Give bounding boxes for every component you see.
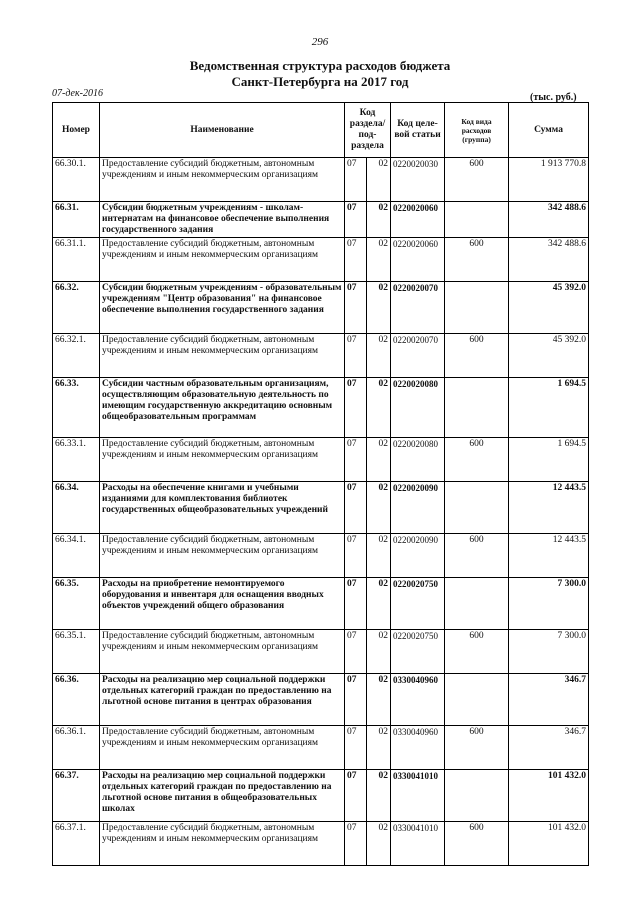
cell-subsection: 02 xyxy=(367,822,391,866)
title-line-1: Ведомственная структура расходов бюджета xyxy=(189,58,451,73)
cell-name: Расходы на приобретение немонтируемого оборудования и инвентаря для оснащения вводных объектов учреждений общего образования xyxy=(100,578,345,630)
cell-article: 0220020090 xyxy=(391,482,445,534)
cell-name: Предоставление субсидий бюджетным, автономным учреждениям и иным некоммерческим организациям xyxy=(100,534,345,578)
cell-subsection: 02 xyxy=(367,238,391,282)
cell-group: 600 xyxy=(445,438,509,482)
cell-article: 0330041010 xyxy=(391,822,445,866)
header-name: Наименование xyxy=(100,103,345,158)
cell-number: 66.31.1. xyxy=(53,238,100,282)
cell-number: 66.36.1. xyxy=(53,726,100,770)
table-row xyxy=(53,534,589,578)
table-row xyxy=(53,482,589,534)
cell-sum: 12 443.5 xyxy=(509,534,589,578)
table-row xyxy=(53,202,589,238)
cell-article: 0220020750 xyxy=(391,630,445,674)
table-row xyxy=(53,158,589,202)
cell-subsection: 02 xyxy=(367,158,391,202)
cell-number: 66.33. xyxy=(53,378,100,438)
cell-subsection: 02 xyxy=(367,334,391,378)
cell-name: Предоставление субсидий бюджетным, автономным учреждениям и иным некоммерческим организациям xyxy=(100,438,345,482)
cell-article: 0330040960 xyxy=(391,726,445,770)
cell-article: 0220020080 xyxy=(391,438,445,482)
cell-sum: 346.7 xyxy=(509,674,589,726)
cell-group: 600 xyxy=(445,158,509,202)
cell-number: 66.37.1. xyxy=(53,822,100,866)
cell-sum: 7 300.0 xyxy=(509,578,589,630)
header-article: Код целе- вой статьи xyxy=(391,103,445,158)
cell-section: 07 xyxy=(345,238,367,282)
cell-name: Субсидии бюджетным учреждениям - школам-интернатам на финансовое обеспечение выполнения государственного задания xyxy=(100,202,345,238)
title-line-2: Санкт-Петербурга на 2017 год xyxy=(231,74,409,89)
table-row xyxy=(53,674,589,726)
cell-number: 66.30.1. xyxy=(53,158,100,202)
table-row xyxy=(53,334,589,378)
cell-number: 66.33.1. xyxy=(53,438,100,482)
cell-name: Субсидии бюджетным учреждениям - образовательным учреждениям "Центр образования" на финансовое обеспечение выполнения государственного задания xyxy=(100,282,345,334)
cell-group xyxy=(445,378,509,438)
cell-group: 600 xyxy=(445,238,509,282)
cell-sum: 1 694.5 xyxy=(509,378,589,438)
cell-subsection: 02 xyxy=(367,438,391,482)
cell-group xyxy=(445,282,509,334)
cell-section: 07 xyxy=(345,378,367,438)
cell-group xyxy=(445,770,509,822)
cell-number: 66.36. xyxy=(53,674,100,726)
cell-section: 07 xyxy=(345,578,367,630)
table-row xyxy=(53,726,589,770)
cell-article: 0220020060 xyxy=(391,202,445,238)
cell-section: 07 xyxy=(345,202,367,238)
cell-sum: 1 913 770.8 xyxy=(509,158,589,202)
cell-number: 66.31. xyxy=(53,202,100,238)
cell-section: 07 xyxy=(345,822,367,866)
cell-number: 66.32.1. xyxy=(53,334,100,378)
cell-group xyxy=(445,674,509,726)
cell-sum: 45 392.0 xyxy=(509,282,589,334)
cell-subsection: 02 xyxy=(367,674,391,726)
cell-name: Расходы на обеспечение книгами и учебными изданиями для комплектования библиотек государственных общеобразовательных учреждений xyxy=(100,482,345,534)
cell-group: 600 xyxy=(445,334,509,378)
cell-section: 07 xyxy=(345,770,367,822)
cell-name: Субсидии частным образовательным организациям, осуществляющим образовательную деятельность по имеющим государственную аккредитацию основным общеобразовательным программам xyxy=(100,378,345,438)
cell-name: Расходы на реализацию мер социальной поддержки отдельных категорий граждан по предоставлению на льготной основе питания в центрах образования xyxy=(100,674,345,726)
cell-subsection: 02 xyxy=(367,726,391,770)
table-body xyxy=(53,158,589,866)
header-section: Код раздела/ под- раздела xyxy=(345,103,391,158)
table-row xyxy=(53,378,589,438)
cell-article: 0220020060 xyxy=(391,238,445,282)
cell-sum: 45 392.0 xyxy=(509,334,589,378)
cell-group xyxy=(445,578,509,630)
cell-subsection: 02 xyxy=(367,378,391,438)
cell-subsection: 02 xyxy=(367,482,391,534)
document-date: 07-дек-2016 xyxy=(52,88,103,99)
cell-article: 0220020070 xyxy=(391,334,445,378)
table-row xyxy=(53,630,589,674)
cell-sum: 342 488.6 xyxy=(509,202,589,238)
cell-article: 0220020090 xyxy=(391,534,445,578)
cell-number: 66.37. xyxy=(53,770,100,822)
table-row xyxy=(53,282,589,334)
cell-name: Предоставление субсидий бюджетным, автономным учреждениям и иным некоммерческим организациям xyxy=(100,238,345,282)
cell-section: 07 xyxy=(345,630,367,674)
cell-section: 07 xyxy=(345,438,367,482)
cell-group: 600 xyxy=(445,822,509,866)
cell-article: 0330040960 xyxy=(391,674,445,726)
cell-section: 07 xyxy=(345,726,367,770)
cell-article: 0220020070 xyxy=(391,282,445,334)
cell-group: 600 xyxy=(445,534,509,578)
cell-sum: 101 432.0 xyxy=(509,770,589,822)
cell-section: 07 xyxy=(345,282,367,334)
cell-number: 66.32. xyxy=(53,282,100,334)
budget-table xyxy=(52,102,589,866)
cell-group: 600 xyxy=(445,726,509,770)
cell-sum: 101 432.0 xyxy=(509,822,589,866)
cell-sum: 342 488.6 xyxy=(509,238,589,282)
cell-article: 0330041010 xyxy=(391,770,445,822)
cell-name: Предоставление субсидий бюджетным, автономным учреждениям и иным некоммерческим организациям xyxy=(100,726,345,770)
cell-sum: 1 694.5 xyxy=(509,438,589,482)
page-number: 296 xyxy=(311,36,329,48)
table-row xyxy=(53,238,589,282)
table-row xyxy=(53,822,589,866)
cell-section: 07 xyxy=(345,334,367,378)
header-number: Номер xyxy=(53,103,100,158)
cell-number: 66.35.1. xyxy=(53,630,100,674)
header-group: Код вида расходов (группа) xyxy=(445,103,509,158)
cell-name: Предоставление субсидий бюджетным, автономным учреждениям и иным некоммерческим организациям xyxy=(100,158,345,202)
cell-section: 07 xyxy=(345,482,367,534)
cell-name: Предоставление субсидий бюджетным, автономным учреждениям и иным некоммерческим организациям xyxy=(100,822,345,866)
cell-section: 07 xyxy=(345,158,367,202)
units-label: (тыс. руб.) xyxy=(530,92,577,103)
cell-subsection: 02 xyxy=(367,770,391,822)
cell-subsection: 02 xyxy=(367,282,391,334)
table-row xyxy=(53,578,589,630)
header-sum: Сумма xyxy=(509,103,589,158)
cell-article: 0220020030 xyxy=(391,158,445,202)
cell-group: 600 xyxy=(445,630,509,674)
cell-number: 66.34. xyxy=(53,482,100,534)
cell-subsection: 02 xyxy=(367,202,391,238)
cell-sum: 7 300.0 xyxy=(509,630,589,674)
cell-sum: 346.7 xyxy=(509,726,589,770)
cell-name: Предоставление субсидий бюджетным, автономным учреждениям и иным некоммерческим организациям xyxy=(100,630,345,674)
cell-article: 0220020080 xyxy=(391,378,445,438)
cell-group xyxy=(445,202,509,238)
cell-section: 07 xyxy=(345,534,367,578)
cell-subsection: 02 xyxy=(367,578,391,630)
cell-name: Расходы на реализацию мер социальной поддержки отдельных категорий граждан по предоставлению на льготной основе питания в общеобразовательных школах xyxy=(100,770,345,822)
cell-number: 66.35. xyxy=(53,578,100,630)
table-row xyxy=(53,770,589,822)
cell-section: 07 xyxy=(345,674,367,726)
cell-article: 0220020750 xyxy=(391,578,445,630)
cell-subsection: 02 xyxy=(367,630,391,674)
table-header-row xyxy=(53,103,589,158)
table-row xyxy=(53,438,589,482)
cell-subsection: 02 xyxy=(367,534,391,578)
cell-group xyxy=(445,482,509,534)
cell-name: Предоставление субсидий бюджетным, автономным учреждениям и иным некоммерческим организациям xyxy=(100,334,345,378)
cell-sum: 12 443.5 xyxy=(509,482,589,534)
cell-number: 66.34.1. xyxy=(53,534,100,578)
document-title xyxy=(0,58,640,90)
